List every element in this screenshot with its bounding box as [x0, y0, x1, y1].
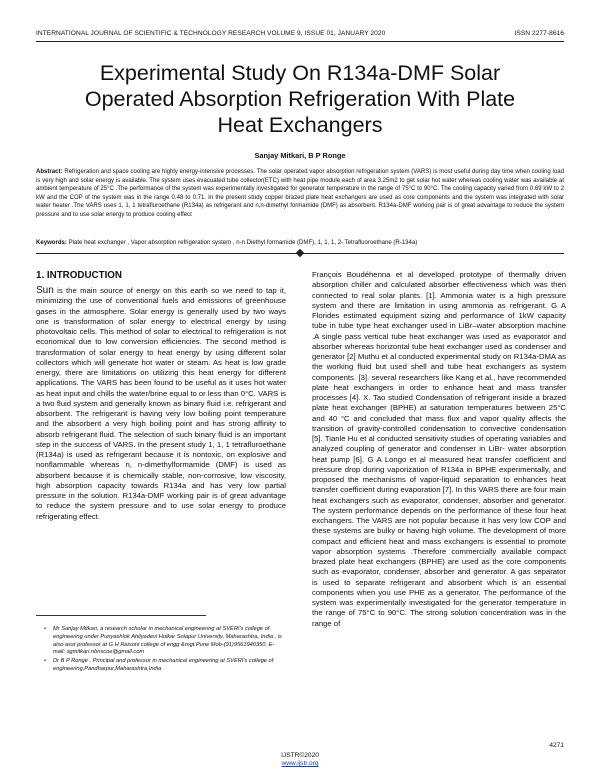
abstract-text: Refrigeration and space cooling are highly energy-intensive processes. The solar operated vapor absorption refrigeration system (VARS) is most useful during day time when cooling load is very high and solar energy is available. The system uses evacuated tube collector(ETC) with heat pipe module each of area 3.25m2 to get solar hot water whereas cooling water was available at ambient temperature of 25°C .The performance of the system was experimentally investigated for generator temperature in the range of 75°C to 90°C. The cooling capacity varied from 0.69 kW to 2 kW and the COP of the system was in the range 0.48 to 0.71. In the present study copper brazed plate heat exchangers are used as core components and the system was integrated with solar water heater .The VARS uses 1, 1, 1 tetrafluroethane (R134a) as refrigerant and n,n-dimethyl formamide (DMF) as absorbent. R134a-DMF working pair is of great advantage to reduce the system pressure and to use solar energy to produce cooling effect [36, 169, 564, 218]
literature-review-paragraph: François Boudéhenna et al developed prototype of thermally driven absorption chiller and calculated absorber effectiveness which was then connected to real solar plants. [1]. Ammonia water is a high pressure system and there are limitation in using ammonia as refrigerant. G A Florides estimated equipment sizing and performance of 1kW capacity tube in tube type heat exchanger used in LiBr–water absorption machine .A single pass vertical tube heat exchanger was used as evaporator and absorber whereas horizontal tube heat exchanger used as condenser and generator [2] Muthu et al conducted experimental study on R134a-DMA as the working fluid but used shell and tube heat exchangers as system components. [3]. several researchers like Kang et al., have recommended plate heat exchangers in order to enhance heat and mass transfer processes [4]. X. Tao studied Condensation of refrigerant inside a brazed plate heat exchanger (BPHE) at saturation temperatures between 25°C and 40 °C and concluded that mass flux and vapor quality affects the transition of gravity-controlled condensation to convective condensation [5]. Tianle Hu et al conducted sensitivity studies of operating variables and analyzed coupling of generator and condenser in LiBr- water absorption heat pump [6]. G A Longo et al measured heat transfer coefficient and pressure drop during vaporization of R134a in BPHE experimentally, and proposed the mechanisms of vapor-liquid separation to enhances heat transfer coefficient during evaporation [7]. In this VARS there are four main heat exchangers such as evaporator, condenser, absorber and generator. The system performance depends on the performance of these four heat exchangers. The VARS are not popular because it has very low COP and these systems are bulky or having high volume. The development of more compact and efficient heat and mass exchangers is essential to promote vapor absorption systems .Therefore commercially available compact brazed plate heat exchangers (BPHE) are used as the core components such as evaporator, condenser, absorber and generator. A gas separator is used to separate refrigerant and absorbent which is an essential components when you use PHE as a generator. The performance of the system was experimentally investigated for the generator temperature in the range of 75°C to 90°C. The strong solution concentration was in the range of [312, 270, 566, 628]
intro-paragraph-text: is the main source of energy on this earth so we need to tap it, minimizing the use of conventional fuels and emissions of greenhouse gases in the atmosphere. Solar energy is generally used by two ways one is transformation of solar energy to electrical energy by using photovoltaic cells. This method of solar to electrical to refrigeration is not economical due to low conversion efficiencies. The second method is transformation of solar energy to heat energy by using different solar collectors which will generate hot water or steam. As heat is low grade energy, there are limitations on utilizing this heat energy for different applications. The VARS has been found to be useful as it uses hot water as heat input and chills the water/brine equal to or less than 0°C. VARS is a two fluid system and generally known as binary fluid i.e. refrigerant and absorbent. The refrigerant is having very low boiling point temperature and the absorbent a very high boiling point and has strong affinity to absorb refrigerant fluid. The selection of such binary fluid is an important step in the success of VARS. In the present study 1, 1, 1 tetrafluroethane (R134a) is used as refrigerant because it is nontoxic, on explosive and nonflammable whereas n, n-dimethylformamide (DMF) is used as absorbent because it is chemically stable, non-corrosive, low viscosity, high absorption capacity towards R134a and has very low partial pressure in the solution. R134a-DMF working pair is of great advantage to reduce the system pressure and to use solar energy to produce refrigerating effect. [36, 286, 286, 521]
title-line-1: Experimental Study On R134a-DMF Solar [99, 61, 501, 85]
section-heading-introduction: 1. INTRODUCTION [36, 270, 122, 281]
keywords-label: Keywords: [36, 240, 67, 246]
divider-diamond-icon [296, 249, 304, 257]
dropcap-word: Sun [36, 285, 54, 296]
journal-name: INTERNATIONAL JOURNAL OF SCIENTIFIC & TECHNOLOGY RESEARCH VOLUME 9, ISSUE 01, JANUARY 2020 [36, 30, 386, 37]
footnote-text: Dr B P Ronge , Principal and professor in mechanical engineering at SVERI's college of engineering,Pandharpur,Maharashtra,India [53, 658, 274, 672]
footnotes [44, 626, 284, 675]
footnote-text: Mr Sanjay Mitkari, a research scholar in mechanical engineering at SVERI's college of engineering under Punyashlok Ahilyadevi Holkar Solapur University, Maharashtra, India , is also asst professor at G H Raisoni college of engg &mgt.Pune Mob-(91)9561940350, E-mail: sgmitkari.nbnscoe@gmail.com [53, 626, 282, 656]
keywords-text: Plate heat exchanger , Vapor absorption refrigeration system , n-n Diethyl formamide (DMF), 1, 1, 1, 2- Tetrafluoroethane (R-134a) [66, 240, 418, 246]
footnote-item [44, 626, 284, 657]
page-number: 4271 [549, 742, 564, 749]
paper-title [40, 60, 560, 138]
page-footer [0, 752, 600, 768]
bullet-icon: • [44, 626, 46, 632]
title-line-2: Operated Absorption Refrigeration With Plate [84, 87, 516, 111]
bullet-icon: • [44, 658, 46, 665]
abstract [36, 168, 564, 219]
right-column [312, 270, 566, 629]
footnote-item [44, 658, 284, 674]
issn: ISSN 2277-8616 [514, 30, 564, 37]
footnote-divider [36, 615, 206, 616]
copyright-code: IJSTR©2020 [281, 752, 319, 759]
author-list: Sanjay Mitkari, B P Ronge [254, 151, 346, 160]
journal-url-link[interactable]: www.ijstr.org [281, 760, 319, 767]
title-line-3: Heat Exchangers [217, 113, 383, 137]
left-column [36, 270, 286, 522]
intro-paragraph [36, 286, 286, 522]
keywords [36, 239, 564, 248]
header-divider [36, 41, 564, 42]
abstract-label: Abstract: [36, 169, 63, 175]
